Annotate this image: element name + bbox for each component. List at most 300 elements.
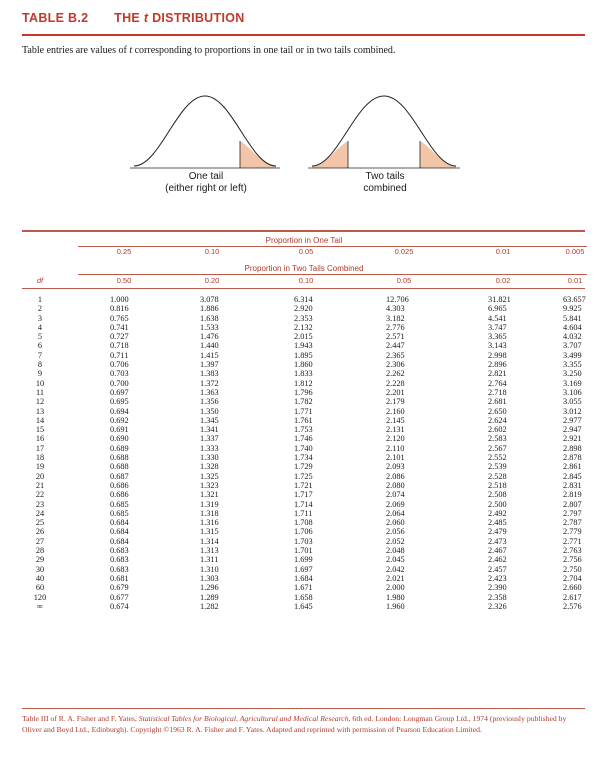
critical-value-cell: 2.617 <box>563 592 582 602</box>
critical-value-cell: 2.086 <box>386 471 405 481</box>
critical-value-cell: 1.833 <box>294 369 313 379</box>
critical-value-cell: 1.812 <box>294 378 313 388</box>
df-cell: 27 <box>35 536 45 546</box>
two-tail-value: 0.10 <box>298 276 314 285</box>
two-tail-value: 0.05 <box>396 276 412 285</box>
df-cell: 20 <box>35 471 45 481</box>
critical-value-cell: 1.350 <box>200 406 219 416</box>
critical-value-cell: 2.821 <box>488 369 507 379</box>
critical-value-cell: 2.069 <box>386 499 405 509</box>
two-tails-curve-icon <box>308 96 460 168</box>
critical-value-cell: 2.120 <box>386 434 405 444</box>
df-cell: 21 <box>35 480 45 490</box>
critical-value-cell: 1.729 <box>294 462 313 472</box>
df-cell: 12 <box>35 397 45 407</box>
critical-value-cell: 2.539 <box>488 462 507 472</box>
critical-value-cell: 1.860 <box>294 360 313 370</box>
df-cell: 13 <box>35 406 45 416</box>
critical-value-cell: 2.650 <box>488 406 507 416</box>
critical-value-cell: 1.671 <box>294 583 313 593</box>
critical-value-cell: 0.718 <box>110 341 129 351</box>
critical-value-cell: 0.686 <box>110 480 129 490</box>
critical-value-cell: 2.518 <box>488 480 507 490</box>
critical-value-cell: 2.492 <box>488 508 507 518</box>
critical-value-cell: 0.684 <box>110 527 129 537</box>
critical-value-cell: 2.457 <box>488 564 507 574</box>
critical-value-cell: 2.704 <box>563 573 582 583</box>
table-row <box>22 341 585 350</box>
critical-value-cell: 2.797 <box>563 508 582 518</box>
critical-value-cell: 1.645 <box>294 601 313 611</box>
critical-value-cell: 2.145 <box>386 415 405 425</box>
critical-value-cell: 2.878 <box>563 453 582 463</box>
critical-value-cell: 0.677 <box>110 592 129 602</box>
table-row <box>22 295 585 304</box>
critical-value-cell: 2.567 <box>488 443 507 453</box>
critical-value-cell: 1.397 <box>200 360 219 370</box>
critical-value-cell: 2.998 <box>488 350 507 360</box>
critical-value-cell: 4.541 <box>488 313 507 323</box>
critical-value-cell: 1.356 <box>200 397 219 407</box>
critical-value-cell: 0.681 <box>110 573 129 583</box>
critical-value-cell: 3.355 <box>563 360 582 370</box>
critical-value-cell: 3.250 <box>563 369 582 379</box>
critical-value-cell: 2.467 <box>488 546 507 556</box>
critical-value-cell: 1.711 <box>294 508 313 518</box>
critical-value-cell: 1.895 <box>294 350 313 360</box>
critical-value-cell: 2.845 <box>563 471 582 481</box>
critical-value-cell: 2.977 <box>563 415 582 425</box>
one-tail-label: One tail (either right or left) <box>165 171 247 194</box>
critical-value-cell: 2.602 <box>488 425 507 435</box>
df-cell: 18 <box>35 453 45 463</box>
critical-value-cell: 2.015 <box>294 332 313 342</box>
one-tail-value: 0.025 <box>394 247 414 256</box>
critical-value-cell: 2.423 <box>488 573 507 583</box>
df-cell: 2 <box>37 304 43 314</box>
critical-value-cell: 2.921 <box>563 434 582 444</box>
critical-value-cell: 2.074 <box>386 490 405 500</box>
table-row <box>22 453 585 462</box>
df-cell: 26 <box>35 527 45 537</box>
critical-value-cell: 2.571 <box>386 332 405 342</box>
critical-value-cell: 1.714 <box>294 499 313 509</box>
critical-value-cell: 2.898 <box>563 443 582 453</box>
critical-value-cell: 2.021 <box>386 573 405 583</box>
critical-value-cell: 1.314 <box>200 536 219 546</box>
critical-value-cell: 1.886 <box>200 304 219 314</box>
df-cell: 1 <box>37 295 43 304</box>
critical-value-cell: 3.707 <box>563 341 582 351</box>
critical-value-cell: 2.660 <box>563 583 582 593</box>
df-cell: ∞ <box>37 601 43 611</box>
table-header-rule <box>22 288 585 289</box>
critical-value-cell: 2.787 <box>563 518 582 528</box>
critical-value-cell: 0.694 <box>110 406 129 416</box>
critical-value-cell: 1.440 <box>200 341 219 351</box>
critical-value-cell: 2.583 <box>488 434 507 444</box>
two-tail-value: 0.50 <box>116 276 132 285</box>
critical-value-cell: 5.841 <box>563 313 582 323</box>
one-tail-shaded-area <box>240 141 276 168</box>
critical-value-cell: 1.289 <box>200 592 219 602</box>
critical-value-cell: 2.390 <box>488 583 507 593</box>
table-row <box>22 397 585 406</box>
table-bottom-rule <box>22 708 585 709</box>
critical-value-cell: 1.753 <box>294 425 313 435</box>
table-row <box>22 323 585 332</box>
critical-value-cell: 2.064 <box>386 508 405 518</box>
critical-value-cell: 1.323 <box>200 480 219 490</box>
critical-value-cell: 2.920 <box>294 304 313 314</box>
critical-value-cell: 1.415 <box>200 350 219 360</box>
one-tail-header-row <box>22 247 585 259</box>
df-cell: 10 <box>35 378 45 388</box>
table-row <box>22 546 585 555</box>
critical-value-cell: 4.303 <box>386 304 405 314</box>
critical-value-cell: 31.821 <box>488 295 511 304</box>
critical-value-cell: 1.701 <box>294 546 313 556</box>
df-cell: 7 <box>37 350 43 360</box>
table-row <box>22 472 585 481</box>
df-cell: 60 <box>35 583 45 593</box>
critical-value-cell: 2.000 <box>386 583 405 593</box>
table-row <box>22 351 585 360</box>
df-cell: 14 <box>35 415 45 425</box>
one-tail-value: 0.005 <box>565 247 585 256</box>
critical-value-cell: 2.358 <box>488 592 507 602</box>
critical-value-cell: 1.321 <box>200 490 219 500</box>
table-row <box>22 602 585 611</box>
two-tail-group-header: Proportion in Two Tails Combined <box>244 264 364 273</box>
table-header <box>22 11 245 33</box>
critical-value-cell: 0.690 <box>110 434 129 444</box>
critical-value-cell: 6.965 <box>488 304 507 314</box>
critical-value-cell: 1.684 <box>294 573 313 583</box>
critical-value-cell: 2.763 <box>563 546 582 556</box>
one-tail-curve-icon <box>130 96 280 168</box>
critical-value-cell: 0.700 <box>110 378 129 388</box>
critical-value-cell: 9.925 <box>563 304 582 314</box>
critical-value-cell: 0.697 <box>110 387 129 397</box>
table-row <box>22 481 585 490</box>
critical-value-cell: 0.679 <box>110 583 129 593</box>
critical-value-cell: 4.032 <box>563 332 582 342</box>
critical-value-cell: 1.771 <box>294 406 313 416</box>
critical-value-cell: 1.717 <box>294 490 313 500</box>
table-row <box>22 593 585 602</box>
critical-value-cell: 1.796 <box>294 387 313 397</box>
source-citation: Table III of R. A. Fisher and F. Yates, Statistical Tables for Biological, Agricultural and Medical Research, 6th ed. London: Longman Group Ltd., 1974 (previously published by Oliver and Boyd Ltd., Edinburgh). Copyright ©1963 R. A. Fisher and F. Yates. Adapted and reprinted with permission of Pearson Education Limited. <box>22 714 567 734</box>
critical-value-cell: 1.725 <box>294 471 313 481</box>
critical-value-cell: 0.816 <box>110 304 129 314</box>
df-cell: 23 <box>35 499 45 509</box>
critical-value-cell: 2.831 <box>563 480 582 490</box>
critical-value-cell: 1.980 <box>386 592 405 602</box>
critical-value-cell: 2.052 <box>386 536 405 546</box>
tail-diagrams <box>0 88 607 178</box>
critical-value-cell: 0.684 <box>110 536 129 546</box>
critical-value-cell: 2.819 <box>563 490 582 500</box>
table-row <box>22 388 585 397</box>
intro-text: Table entries are values of t corresponding to proportions in one tail or in two tails combined. <box>22 45 396 56</box>
critical-value-cell: 3.182 <box>386 313 405 323</box>
critical-value-cell: 2.681 <box>488 397 507 407</box>
table-row <box>22 583 585 592</box>
critical-value-cell: 2.500 <box>488 499 507 509</box>
df-cell: 5 <box>37 332 43 342</box>
df-cell: 24 <box>35 508 45 518</box>
critical-value-cell: 2.056 <box>386 527 405 537</box>
two-tails-right-area <box>420 141 456 168</box>
critical-value-cell: 2.160 <box>386 406 405 416</box>
table-row <box>22 434 585 443</box>
critical-value-cell: 3.012 <box>563 406 582 416</box>
table-top-rule <box>22 230 585 232</box>
critical-value-cell: 1.316 <box>200 518 219 528</box>
df-cell: 19 <box>35 462 45 472</box>
critical-value-cell: 0.695 <box>110 397 129 407</box>
two-tails-left-area <box>312 141 348 168</box>
critical-value-cell: 2.131 <box>386 425 405 435</box>
critical-value-cell: 1.761 <box>294 415 313 425</box>
critical-value-cell: 2.045 <box>386 555 405 565</box>
one-tail-group-header: Proportion in One Tail <box>265 236 343 245</box>
critical-value-cell: 2.861 <box>563 462 582 472</box>
critical-value-cell: 2.485 <box>488 518 507 528</box>
df-cell: 9 <box>37 369 43 379</box>
critical-value-cell: 1.328 <box>200 462 219 472</box>
df-cell: 17 <box>35 443 45 453</box>
table-title: THE t DISTRIBUTION <box>114 11 245 25</box>
critical-value-cell: 0.692 <box>110 415 129 425</box>
critical-value-cell: 2.718 <box>488 387 507 397</box>
critical-value-cell: 1.337 <box>200 434 219 444</box>
df-cell: 28 <box>35 546 45 556</box>
critical-value-cell: 2.262 <box>386 369 405 379</box>
critical-value-cell: 1.333 <box>200 443 219 453</box>
critical-value-cell: 2.101 <box>386 453 405 463</box>
critical-value-cell: 2.080 <box>386 480 405 490</box>
two-tails-label: Two tails combined <box>363 171 407 194</box>
critical-value-cell: 2.228 <box>386 378 405 388</box>
critical-value-cell: 2.326 <box>488 601 507 611</box>
critical-value-cell: 0.706 <box>110 360 129 370</box>
table-row <box>22 490 585 499</box>
critical-value-cell: 1.699 <box>294 555 313 565</box>
one-tail-value: 0.05 <box>298 247 314 256</box>
critical-value-cell: 2.776 <box>386 322 405 332</box>
critical-value-cell: 2.447 <box>386 341 405 351</box>
critical-value-cell: 2.528 <box>488 471 507 481</box>
critical-value-cell: 63.657 <box>563 295 586 304</box>
table-row <box>22 509 585 518</box>
critical-value-cell: 1.000 <box>110 295 129 304</box>
df-cell: 11 <box>36 387 44 397</box>
critical-value-cell: 1.330 <box>200 453 219 463</box>
two-tail-header-row <box>22 276 585 288</box>
critical-value-cell: 2.779 <box>563 527 582 537</box>
table-number: TABLE B.2 <box>22 11 89 25</box>
table-row <box>22 500 585 509</box>
critical-value-cell: 1.318 <box>200 508 219 518</box>
critical-value-cell: 1.476 <box>200 332 219 342</box>
critical-value-cell: 2.132 <box>294 322 313 332</box>
critical-value-cell: 0.765 <box>110 313 129 323</box>
critical-value-cell: 1.734 <box>294 453 313 463</box>
critical-value-cell: 2.306 <box>386 360 405 370</box>
critical-value-cell: 0.741 <box>110 322 129 332</box>
df-cell: 8 <box>37 360 43 370</box>
critical-value-cell: 2.576 <box>563 601 582 611</box>
df-cell: 29 <box>35 555 45 565</box>
critical-value-cell: 0.683 <box>110 564 129 574</box>
critical-value-cell: 3.169 <box>563 378 582 388</box>
critical-value-cell: 1.310 <box>200 564 219 574</box>
critical-value-cell: 1.296 <box>200 583 219 593</box>
header-rule <box>22 34 585 36</box>
table-row <box>22 304 585 313</box>
critical-value-cell: 1.341 <box>200 425 219 435</box>
df-cell: 22 <box>35 490 45 500</box>
critical-value-cell: 1.746 <box>294 434 313 444</box>
critical-value-cell: 3.106 <box>563 387 582 397</box>
critical-value-cell: 1.721 <box>294 480 313 490</box>
critical-value-cell: 1.943 <box>294 341 313 351</box>
t-distribution-table <box>22 295 585 611</box>
critical-value-cell: 2.473 <box>488 536 507 546</box>
critical-value-cell: 2.508 <box>488 490 507 500</box>
critical-value-cell: 6.314 <box>294 295 313 304</box>
table-row <box>22 314 585 323</box>
critical-value-cell: 0.689 <box>110 443 129 453</box>
df-cell: 15 <box>35 425 45 435</box>
critical-value-cell: 1.319 <box>200 499 219 509</box>
two-tail-underline <box>78 274 587 275</box>
critical-value-cell: 3.078 <box>200 295 219 304</box>
table-row <box>22 407 585 416</box>
critical-value-cell: 1.363 <box>200 387 219 397</box>
critical-value-cell: 2.093 <box>386 462 405 472</box>
critical-value-cell: 1.638 <box>200 313 219 323</box>
critical-value-cell: 3.365 <box>488 332 507 342</box>
critical-value-cell: 1.311 <box>200 555 219 565</box>
table-row <box>22 462 585 471</box>
critical-value-cell: 0.691 <box>110 425 129 435</box>
critical-value-cell: 2.771 <box>563 536 582 546</box>
critical-value-cell: 0.711 <box>110 350 129 360</box>
df-cell: 30 <box>35 564 45 574</box>
critical-value-cell: 2.750 <box>563 564 582 574</box>
critical-value-cell: 2.479 <box>488 527 507 537</box>
critical-value-cell: 0.688 <box>110 462 129 472</box>
critical-value-cell: 1.325 <box>200 471 219 481</box>
one-tail-value: 0.01 <box>495 247 511 256</box>
critical-value-cell: 2.048 <box>386 546 405 556</box>
critical-value-cell: 0.685 <box>110 508 129 518</box>
table-row <box>22 555 585 564</box>
critical-value-cell: 1.303 <box>200 573 219 583</box>
critical-value-cell: 0.687 <box>110 471 129 481</box>
critical-value-cell: 2.353 <box>294 313 313 323</box>
df-header: df <box>36 276 44 285</box>
critical-value-cell: 4.604 <box>563 322 582 332</box>
critical-value-cell: 1.383 <box>200 369 219 379</box>
critical-value-cell: 2.042 <box>386 564 405 574</box>
critical-value-cell: 0.683 <box>110 546 129 556</box>
df-cell: 6 <box>37 341 43 351</box>
critical-value-cell: 1.740 <box>294 443 313 453</box>
critical-value-cell: 2.896 <box>488 360 507 370</box>
critical-value-cell: 2.060 <box>386 518 405 528</box>
critical-value-cell: 1.697 <box>294 564 313 574</box>
df-cell: 4 <box>37 322 43 332</box>
critical-value-cell: 12.706 <box>386 295 409 304</box>
table-row <box>22 425 585 434</box>
critical-value-cell: 3.143 <box>488 341 507 351</box>
df-cell: 120 <box>33 592 47 602</box>
critical-value-cell: 0.674 <box>110 601 129 611</box>
table-row <box>22 360 585 369</box>
critical-value-cell: 0.685 <box>110 499 129 509</box>
table-row <box>22 444 585 453</box>
critical-value-cell: 3.055 <box>563 397 582 407</box>
critical-value-cell: 0.703 <box>110 369 129 379</box>
critical-value-cell: 1.345 <box>200 415 219 425</box>
critical-value-cell: 3.747 <box>488 322 507 332</box>
critical-value-cell: 0.686 <box>110 490 129 500</box>
critical-value-cell: 2.764 <box>488 378 507 388</box>
table-row <box>22 369 585 378</box>
df-cell: 16 <box>35 434 45 444</box>
critical-value-cell: 1.372 <box>200 378 219 388</box>
table-row <box>22 416 585 425</box>
critical-value-cell: 1.782 <box>294 397 313 407</box>
table-row <box>22 537 585 546</box>
table-row <box>22 518 585 527</box>
critical-value-cell: 1.703 <box>294 536 313 546</box>
critical-value-cell: 1.315 <box>200 527 219 537</box>
table-row <box>22 565 585 574</box>
critical-value-cell: 1.533 <box>200 322 219 332</box>
critical-value-cell: 2.201 <box>386 387 405 397</box>
critical-value-cell: 2.552 <box>488 453 507 463</box>
table-row <box>22 379 585 388</box>
critical-value-cell: 0.688 <box>110 453 129 463</box>
critical-value-cell: 0.684 <box>110 518 129 528</box>
critical-value-cell: 1.658 <box>294 592 313 602</box>
critical-value-cell: 1.708 <box>294 518 313 528</box>
two-tail-value: 0.20 <box>204 276 220 285</box>
one-tail-value: 0.25 <box>116 247 132 256</box>
df-cell: 40 <box>35 573 45 583</box>
critical-value-cell: 2.947 <box>563 425 582 435</box>
table-row <box>22 527 585 536</box>
critical-value-cell: 2.110 <box>386 443 405 453</box>
critical-value-cell: 1.313 <box>200 546 219 556</box>
critical-value-cell: 2.179 <box>386 397 405 407</box>
table-row <box>22 574 585 583</box>
critical-value-cell: 0.683 <box>110 555 129 565</box>
critical-value-cell: 1.960 <box>386 601 405 611</box>
critical-value-cell: 2.756 <box>563 555 582 565</box>
df-cell: 3 <box>37 313 43 323</box>
two-tail-value: 0.02 <box>495 276 511 285</box>
critical-value-cell: 2.462 <box>488 555 507 565</box>
critical-value-cell: 3.499 <box>563 350 582 360</box>
critical-value-cell: 0.727 <box>110 332 129 342</box>
table-row <box>22 332 585 341</box>
